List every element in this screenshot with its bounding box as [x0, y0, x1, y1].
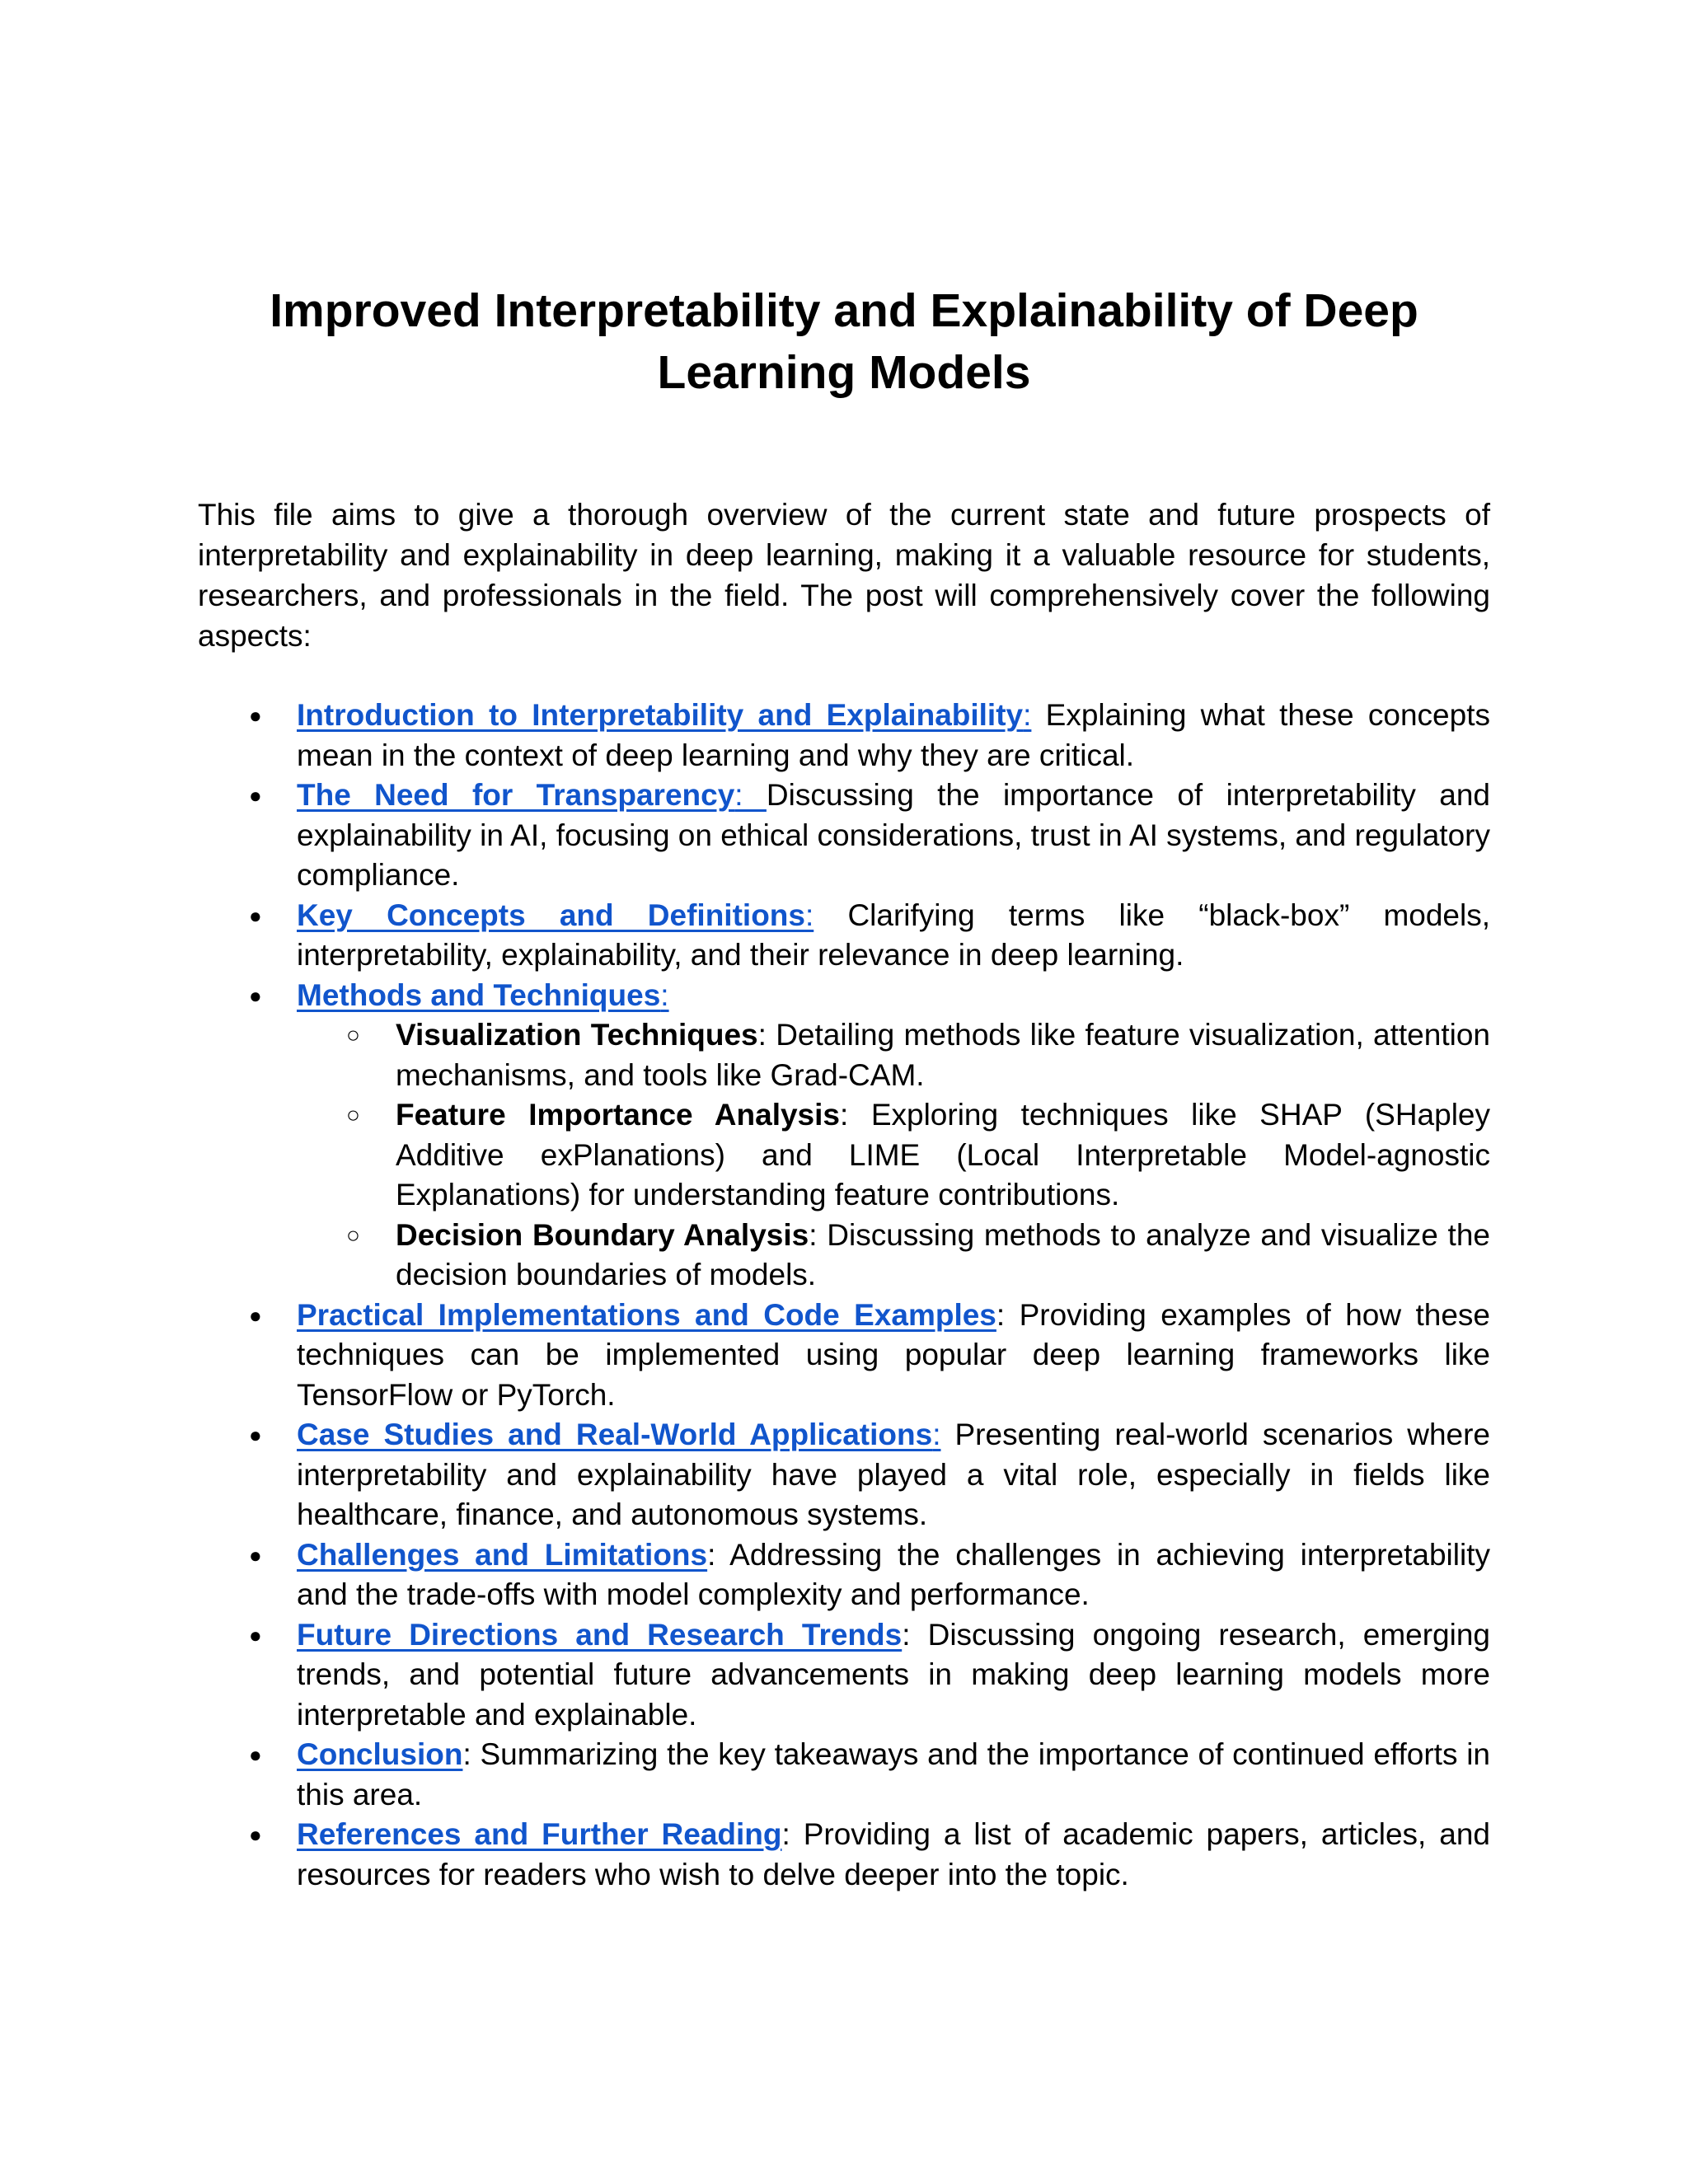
sub-item-term: Decision Boundary Analysis	[396, 1217, 809, 1252]
link-separator[interactable]: :	[734, 778, 767, 812]
hollow-bullet-icon: ○	[346, 1102, 360, 1127]
topic-link[interactable]: The Need for Transparency	[297, 778, 735, 812]
list-item	[198, 1815, 1490, 1895]
bullet-icon: ●	[249, 1622, 262, 1647]
topic-description: Clarifying terms like “black-box” models, interpretability, explainability, and their relevance in deep learning.	[297, 898, 1491, 972]
list-item	[198, 1296, 1490, 1416]
bullet-icon: ●	[249, 783, 262, 808]
bullet-icon: ●	[249, 1422, 262, 1447]
hollow-bullet-icon: ○	[346, 1221, 360, 1248]
list-item	[198, 776, 1490, 896]
topic-link[interactable]: Future Directions and Research Trends	[297, 1617, 903, 1652]
sub-item-term: Visualization Techniques	[396, 1018, 758, 1052]
link-separator[interactable]: :	[660, 977, 669, 1012]
sub-list	[297, 1015, 1490, 1296]
topic-link[interactable]: Challenges and Limitations	[297, 1537, 708, 1572]
topic-link[interactable]: Methods and Techniques	[297, 977, 661, 1012]
topic-link[interactable]: Practical Implementations and Code Examples	[297, 1297, 996, 1332]
sub-list-item	[297, 1015, 1490, 1095]
list-item	[198, 1735, 1490, 1815]
topic-description: : Summarizing the key takeaways and the importance of continued efforts in this area.	[297, 1737, 1490, 1811]
bullet-icon: ●	[249, 1542, 262, 1568]
link-separator[interactable]: :	[804, 898, 814, 932]
sub-item-description: : Detailing methods like feature visualization, attention mechanisms, and tools like Grad-CAM.	[396, 1018, 1490, 1092]
sub-item-term: Feature Importance Analysis	[396, 1098, 840, 1132]
topic-description: Presenting real-world scenarios where interpretability and explainability have played a vital role, especially in fields like healthcare, finance, and autonomous systems.	[297, 1418, 1490, 1531]
bullet-icon: ●	[249, 982, 262, 1008]
list-item	[198, 696, 1490, 776]
sub-list-item	[297, 1095, 1490, 1216]
bullet-icon: ●	[249, 1742, 262, 1767]
link-separator[interactable]: :	[1023, 698, 1032, 732]
sub-list-item	[297, 1216, 1490, 1296]
topic-description: Discussing the importance of interpretability and explainability in AI, focusing on ethical considerations, trust in AI systems, and regulatory compliance.	[297, 778, 1490, 892]
bullet-icon: ●	[249, 703, 262, 728]
bullet-icon: ●	[249, 1302, 262, 1328]
topic-description: : Providing examples of how these techniques can be implemented using popular deep learning frameworks like TensorFlow or PyTorch.	[297, 1297, 1490, 1412]
sub-item-description: : Discussing methods to analyze and visualize the decision boundaries of models.	[396, 1217, 1490, 1291]
intro-paragraph: This file aims to give a thorough overview of the current state and future prospects of interpretability and explainability in deep learning, making it a valuable resource for students, researchers, and professionals in the field. The post will comprehensively cover the following aspects:	[198, 498, 1490, 653]
document-title: Improved Interpretability and Explainability of Deep Learning Models	[270, 284, 1418, 399]
topic-description: : Providing a list of academic papers, articles, and resources for readers who wish to delve deeper into the topic.	[297, 1817, 1490, 1891]
topics-list	[198, 696, 1490, 1895]
list-item	[198, 1415, 1490, 1535]
bullet-icon: ●	[249, 902, 262, 928]
list-item	[198, 1615, 1490, 1736]
bullet-icon: ●	[249, 1822, 262, 1847]
topic-description: Explaining what these concepts mean in the context of deep learning and why they are critical.	[297, 698, 1490, 772]
sub-item-description: : Exploring techniques like SHAP (SHapley Additive exPlanations) and LIME (Local Interpretable Model-agnostic Explanations) for understanding feature contributions.	[396, 1098, 1490, 1212]
topic-link[interactable]: Conclusion	[297, 1737, 463, 1771]
topic-link[interactable]: Key Concepts and Definitions	[297, 898, 805, 932]
link-separator[interactable]: :	[932, 1418, 941, 1451]
list-item	[198, 896, 1490, 976]
list-item	[198, 976, 1490, 1296]
topic-link[interactable]: References and Further Reading	[297, 1817, 782, 1851]
topic-link[interactable]: Introduction to Interpretability and Explainability	[297, 698, 1024, 732]
topic-description: : Addressing the challenges in achieving interpretability and the trade-offs with model complexity and performance.	[297, 1537, 1491, 1611]
list-item	[198, 1535, 1490, 1615]
hollow-bullet-icon: ○	[346, 1022, 360, 1047]
topic-link[interactable]: Case Studies and Real-World Applications	[297, 1418, 933, 1451]
document-page	[198, 280, 1490, 1895]
topic-description: : Discussing ongoing research, emerging trends, and potential future advancements in making deep learning models more interpretable and explainable.	[297, 1617, 1491, 1732]
